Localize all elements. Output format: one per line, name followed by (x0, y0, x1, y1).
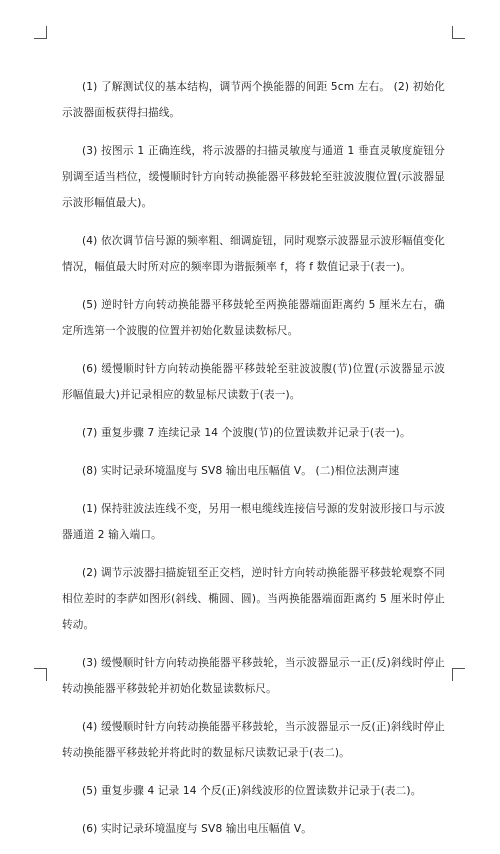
paragraph-step-1: (1) 了解测试仪的基本结构，调节两个换能器的间距 5cm 左右。 (2) 初始化示波器面板获得扫描线。 (62, 81, 445, 119)
crop-mark-bottom-left (34, 668, 47, 681)
crop-mark-top-right (452, 26, 465, 39)
paragraph-step-3: (3) 按图示 1 正确连线，将示波器的扫描灵敏度与通道 1 垂直灵敏度旋钮分别调至适当档位，缓慢顺时针方向转动换能器平移鼓轮至驻波波腹位置(示波器显示波形幅值最大)。 (62, 145, 445, 209)
document-body (62, 74, 445, 854)
paragraph-step-6: (6) 缓慢顺时针方向转动换能器平移鼓轮至驻波波腹(节)位置(示波器显示波形幅值最大)并记录相应的数显标尺读数于(表一)。 (62, 363, 445, 401)
paragraph-step-7: (7) 重复步骤 7 连续记录 14 个波腹(节)的位置读数并记录于(表一)。 (82, 427, 411, 439)
crop-mark-top-left (34, 26, 47, 39)
paragraph-phase-step-1: (1) 保持驻波法连线不变，另用一根电缆线连接信号源的发射波形接口与示波器通道 2 输入端口。 (62, 503, 445, 541)
paragraph-phase-step-2: (2) 调节示波器扫描旋钮至正交档，逆时针方向转动换能器平移鼓轮观察不同相位差时的李萨如图形(斜线、椭圆、圆)。当两换能器端面距离约 5 厘米时停止转动。 (62, 567, 445, 631)
paragraph-step-4: (4) 依次调节信号源的频率粗、细调旋钮，同时观察示波器显示波形幅值变化情况，幅值最大时所对应的频率即为谐振频率 f，将 f 数值记录于(表一)。 (62, 235, 445, 273)
crop-mark-bottom-right (452, 668, 465, 681)
paragraph-phase-step-3: (3) 缓慢顺时针方向转动换能器平移鼓轮，当示波器显示一正(反)斜线时停止转动换能器平移鼓轮并初始化数显读数标尺。 (62, 657, 445, 695)
paragraph-step-5: (5) 逆时针方向转动换能器平移鼓轮至两换能器端面距离约 5 厘米左右，确定所选第一个波腹的位置并初始化数显读数标尺。 (62, 299, 445, 337)
paragraph-step-8: (8) 实时记录环境温度与 SV8 输出电压幅值 V。 (二)相位法测声速 (82, 465, 400, 477)
paragraph-phase-step-6: (6) 实时记录环境温度与 SV8 输出电压幅值 V。 (82, 823, 312, 835)
paragraph-phase-step-5: (5) 重复步骤 4 记录 14 个反(正)斜线波形的位置读数并记录于(表二)。 (82, 785, 422, 797)
paragraph-phase-step-4: (4) 缓慢顺时针方向转动换能器平移鼓轮，当示波器显示一反(正)斜线时停止转动换能器平移鼓轮并将此时的数显标尺读数记录于(表二)。 (62, 721, 445, 759)
